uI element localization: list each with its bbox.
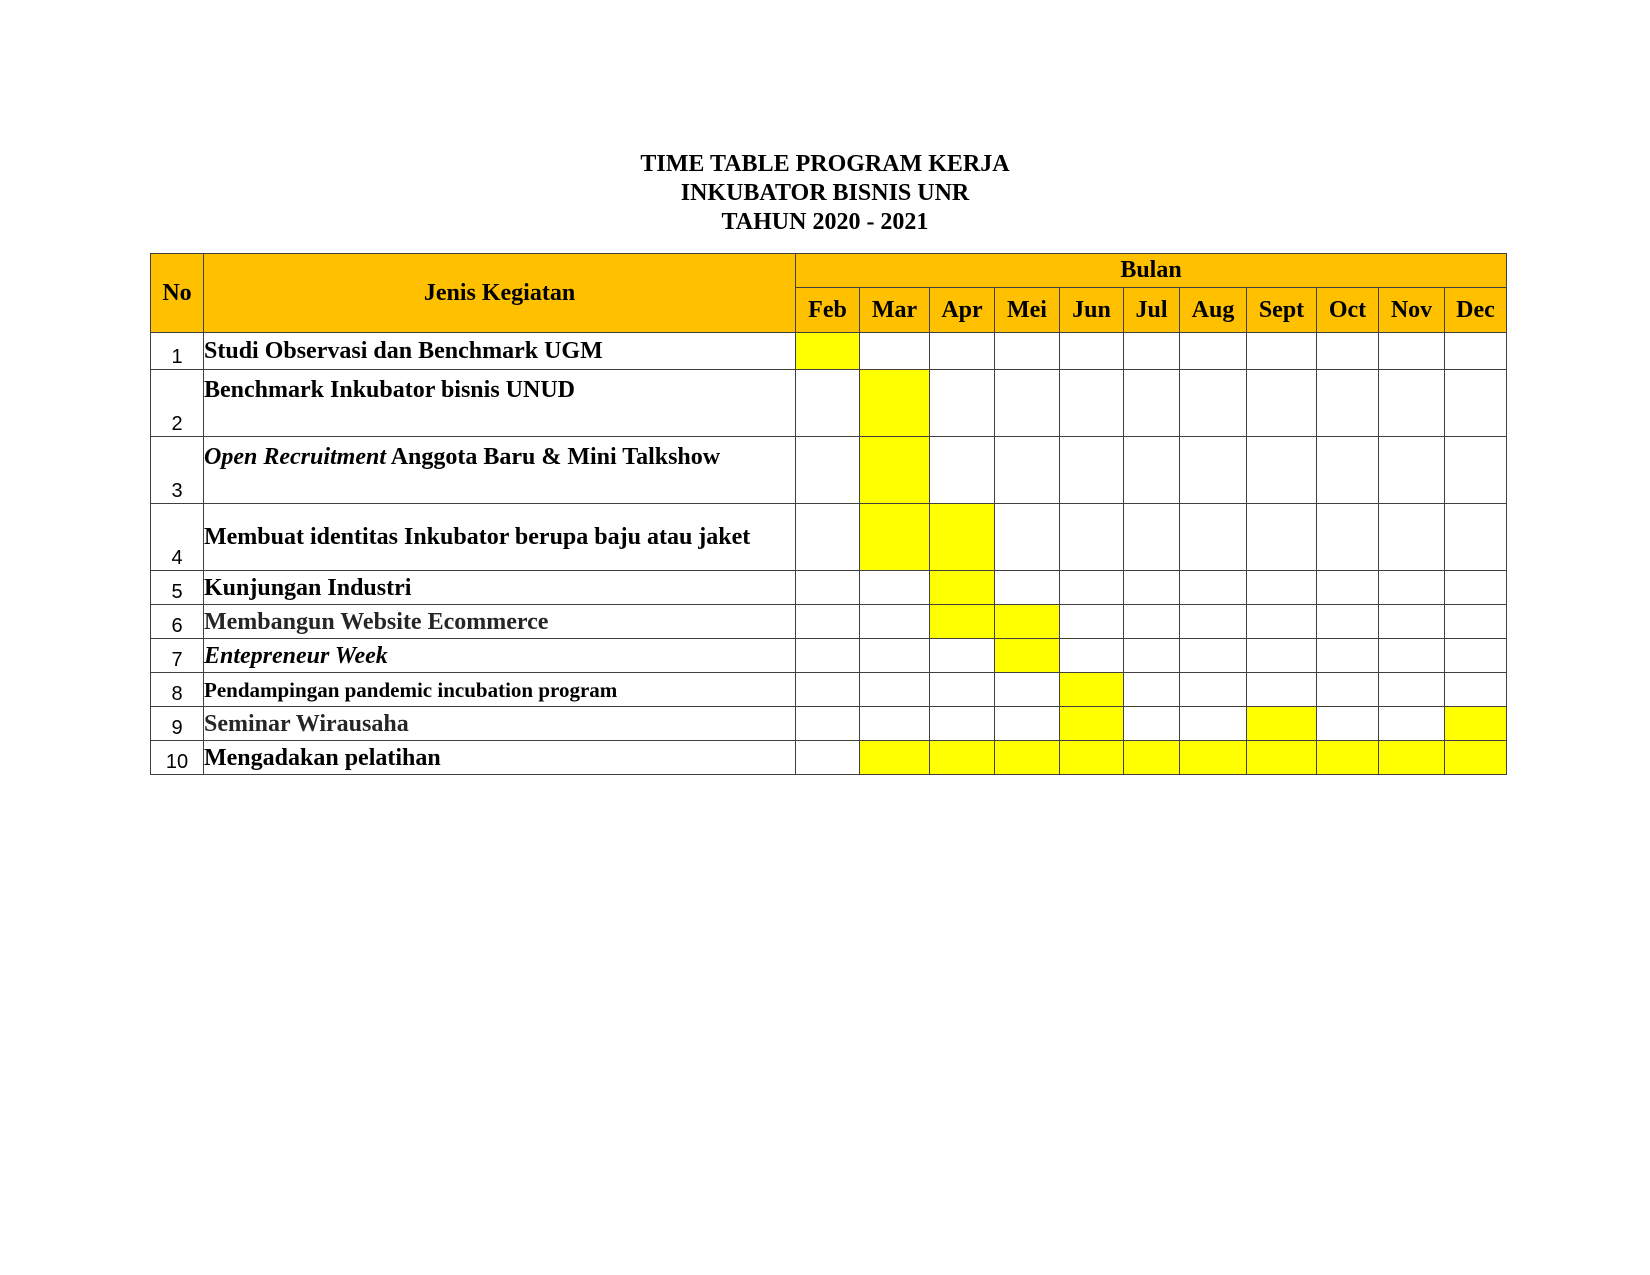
month-cell-mar [860,605,930,639]
month-cell-sept [1247,605,1317,639]
month-cell-mar [860,639,930,673]
month-cell-mei [995,741,1060,775]
table-row [151,673,1507,707]
month-cell-jul [1124,370,1180,437]
month-cell-feb [796,741,860,775]
row-number: 2 [151,370,204,437]
month-cell-jul [1124,437,1180,504]
header-month-dec: Dec [1445,288,1507,333]
table-row [151,333,1507,370]
activity-cell [204,707,796,741]
month-cell-sept [1247,370,1317,437]
month-cell-jun [1060,605,1124,639]
month-cell-sept [1247,707,1317,741]
month-cell-sept [1247,741,1317,775]
month-cell-apr [930,741,995,775]
month-cell-aug [1180,504,1247,571]
month-cell-aug [1180,333,1247,370]
header-month-jun: Jun [1060,288,1124,333]
activity-italic-text: Entepreneur Week [204,642,388,669]
month-cell-apr [930,333,995,370]
month-cell-nov [1379,437,1445,504]
month-cell-aug [1180,707,1247,741]
row-number: 4 [151,504,204,571]
month-cell-mar [860,437,930,504]
activity-text: Mengadakan pelatihan [204,744,441,771]
month-cell-jul [1124,707,1180,741]
month-cell-feb [796,333,860,370]
row-number: 1 [151,333,204,370]
month-cell-mei [995,673,1060,707]
row-number: 5 [151,571,204,605]
header-no: No [151,254,204,333]
month-cell-oct [1317,333,1379,370]
month-cell-oct [1317,504,1379,571]
month-cell-jul [1124,333,1180,370]
month-cell-mei [995,639,1060,673]
month-cell-nov [1379,741,1445,775]
month-cell-feb [796,605,860,639]
table-row [151,741,1507,775]
month-cell-apr [930,370,995,437]
header-month-mar: Mar [860,288,930,333]
month-cell-dec [1445,673,1507,707]
month-cell-feb [796,370,860,437]
month-cell-nov [1379,639,1445,673]
month-cell-mar [860,707,930,741]
activity-cell [204,639,796,673]
month-cell-sept [1247,333,1317,370]
month-cell-dec [1445,605,1507,639]
month-cell-apr [930,504,995,571]
activity-cell [204,571,796,605]
month-cell-mei [995,437,1060,504]
header-month-nov: Nov [1379,288,1445,333]
activity-italic-text: Open Recruitment [204,444,387,470]
row-number: 7 [151,639,204,673]
month-cell-mar [860,370,930,437]
month-cell-jul [1124,639,1180,673]
month-cell-feb [796,707,860,741]
month-cell-dec [1445,707,1507,741]
document-title [0,150,1650,237]
month-cell-feb [796,437,860,504]
header-month-mei: Mei [995,288,1060,333]
month-cell-dec [1445,639,1507,673]
month-cell-jul [1124,673,1180,707]
activity-cell [204,370,796,437]
month-cell-oct [1317,370,1379,437]
activity-cell [204,437,796,504]
table-row [151,504,1507,571]
month-cell-oct [1317,707,1379,741]
activity-text: Membangun Website Ecommerce [204,608,549,635]
month-cell-oct [1317,571,1379,605]
month-cell-jul [1124,741,1180,775]
month-cell-nov [1379,673,1445,707]
row-number: 10 [151,741,204,775]
month-cell-dec [1445,333,1507,370]
month-cell-mar [860,504,930,571]
month-cell-jun [1060,639,1124,673]
month-cell-jun [1060,437,1124,504]
month-cell-mar [860,571,930,605]
month-cell-sept [1247,437,1317,504]
month-cell-apr [930,673,995,707]
month-cell-feb [796,673,860,707]
activity-text: Seminar Wirausaha [204,710,409,737]
month-cell-oct [1317,437,1379,504]
table-row [151,370,1507,437]
month-cell-nov [1379,605,1445,639]
header-activity: Jenis Kegiatan [204,254,796,333]
month-cell-sept [1247,639,1317,673]
header-month-jul: Jul [1124,288,1180,333]
table-row [151,571,1507,605]
month-cell-aug [1180,639,1247,673]
activity-text: Benchmark Inkubator bisnis UNUD [204,377,575,403]
table-row [151,707,1507,741]
month-cell-oct [1317,741,1379,775]
month-cell-sept [1247,571,1317,605]
month-cell-jun [1060,333,1124,370]
month-cell-mei [995,370,1060,437]
month-cell-mei [995,707,1060,741]
row-number: 8 [151,673,204,707]
activity-text: Membuat identitas Inkubator berupa baju atau jaket [204,524,751,550]
month-cell-mar [860,333,930,370]
month-cell-jun [1060,571,1124,605]
month-cell-dec [1445,370,1507,437]
month-cell-oct [1317,673,1379,707]
month-cell-dec [1445,571,1507,605]
table-row [151,639,1507,673]
month-cell-aug [1180,370,1247,437]
month-cell-aug [1180,437,1247,504]
activity-text: Kunjungan Industri [204,574,412,601]
month-cell-nov [1379,707,1445,741]
month-cell-jul [1124,605,1180,639]
header-month-feb: Feb [796,288,860,333]
month-cell-mei [995,605,1060,639]
activity-cell [204,673,796,707]
month-cell-jul [1124,504,1180,571]
month-cell-oct [1317,605,1379,639]
month-cell-mar [860,741,930,775]
header-month-aug: Aug [1180,288,1247,333]
month-cell-aug [1180,605,1247,639]
row-number: 3 [151,437,204,504]
header-month-group: Bulan [796,254,1507,288]
header-month-sept: Sept [1247,288,1317,333]
month-cell-aug [1180,673,1247,707]
schedule-body [151,333,1507,775]
month-cell-jun [1060,741,1124,775]
row-number: 9 [151,707,204,741]
month-cell-jun [1060,370,1124,437]
month-cell-dec [1445,437,1507,504]
month-cell-jun [1060,707,1124,741]
table-row [151,437,1507,504]
month-cell-jul [1124,571,1180,605]
month-cell-nov [1379,333,1445,370]
month-cell-mei [995,333,1060,370]
activity-text: Pendampingan pandemic incubation program [204,677,618,702]
month-cell-mei [995,571,1060,605]
month-cell-apr [930,639,995,673]
month-cell-mei [995,504,1060,571]
month-cell-feb [796,504,860,571]
schedule-table [150,253,1507,775]
row-number: 6 [151,605,204,639]
month-cell-jun [1060,673,1124,707]
month-cell-apr [930,437,995,504]
month-cell-sept [1247,504,1317,571]
activity-cell [204,333,796,370]
title-line-3: TAHUN 2020 - 2021 [721,209,929,235]
month-cell-feb [796,639,860,673]
month-cell-aug [1180,741,1247,775]
month-cell-aug [1180,571,1247,605]
month-cell-apr [930,707,995,741]
month-cell-apr [930,571,995,605]
month-cell-dec [1445,504,1507,571]
month-cell-feb [796,571,860,605]
activity-cell [204,504,796,571]
activity-text: Anggota Baru & Mini Talkshow [386,444,721,470]
month-cell-jun [1060,504,1124,571]
month-cell-nov [1379,370,1445,437]
activity-cell [204,741,796,775]
table-row [151,605,1507,639]
header-month-oct: Oct [1317,288,1379,333]
month-cell-apr [930,605,995,639]
activity-text: Studi Observasi dan Benchmark UGM [204,338,603,364]
month-cell-sept [1247,673,1317,707]
month-cell-dec [1445,741,1507,775]
month-cell-mar [860,673,930,707]
header-month-apr: Apr [930,288,995,333]
title-line-2: INKUBATOR BISNIS UNR [680,180,970,206]
title-line-1: TIME TABLE PROGRAM KERJA [640,151,1010,177]
month-cell-nov [1379,571,1445,605]
activity-cell [204,605,796,639]
month-cell-oct [1317,639,1379,673]
month-cell-nov [1379,504,1445,571]
